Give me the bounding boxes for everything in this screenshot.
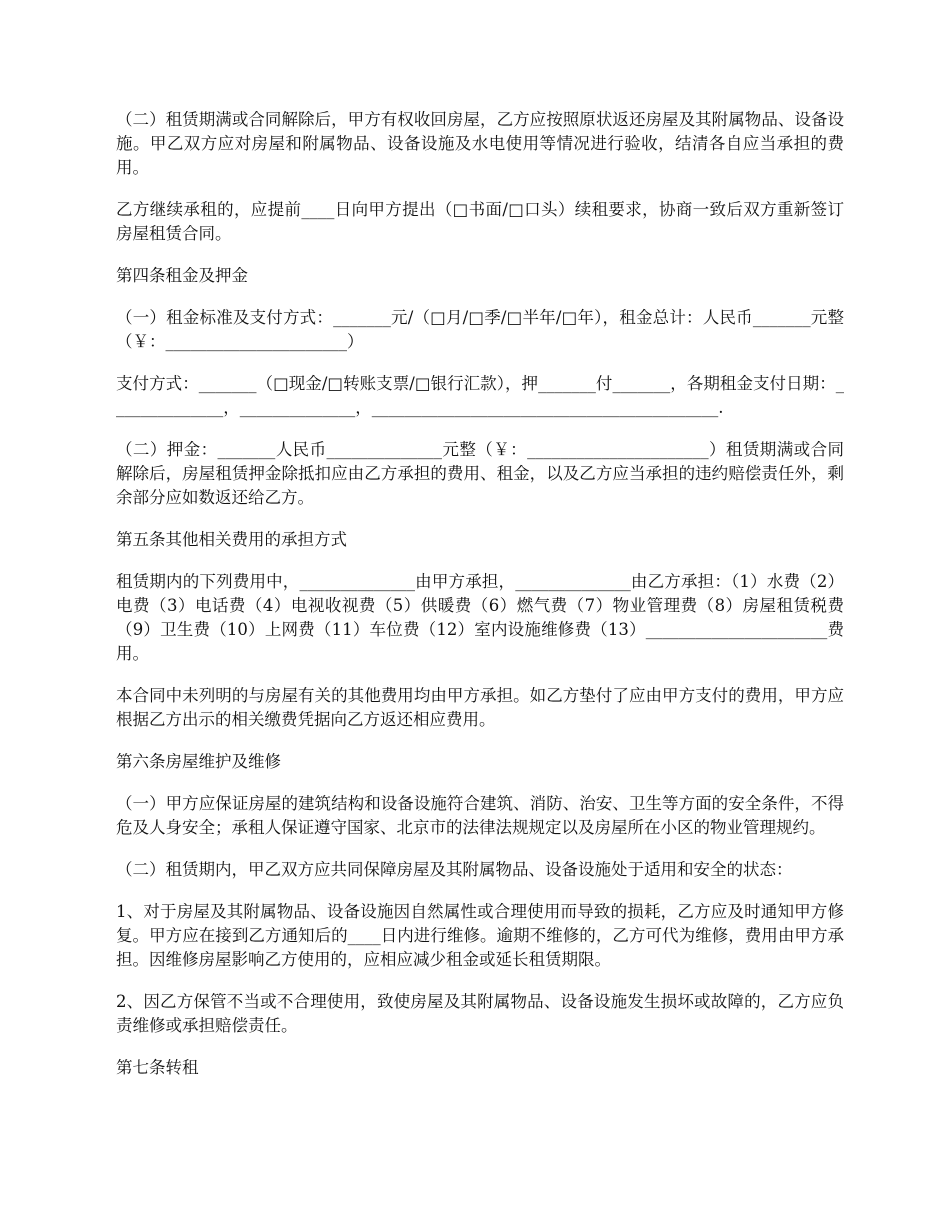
paragraph-deposit: （二）押金：_______人民币______________元整（￥：______________________）租赁期满或合同解除后，房屋租赁押金除抵扣应由乙方承担的费用、租金，以及乙方应当承担的违约赔偿责任外，剩余部分应如数返还给乙方。 — [116, 440, 844, 507]
heading-article-5: 第五条其他相关费用的承担方式 — [116, 530, 347, 549]
paragraph-repair-item-2: 2、因乙方保管不当或不合理使用，致使房屋及其附属物品、设备设施发生损坏或故障的，乙方应负责维修或承担赔偿责任。 — [116, 992, 844, 1035]
paragraph-safety: （一）甲方应保证房屋的建筑结构和设备设施符合建筑、消防、治安、卫生等方面的安全条件，不得危及人身安全；承租人保证遵守国家、北京市的法律法规规定以及房屋所在小区的物业管理规约。 — [116, 794, 844, 837]
paragraph-repair-item-1: 1、对于房屋及其附属物品、设备设施因自然属性或合理使用而导致的损耗，乙方应及时通知甲方修复。甲方应在接到乙方通知后的____日内进行维修。逾期不维修的，乙方可代为维修，费用由甲方承担。因维修房屋影响乙方使用的，应相应减少租金或延长租赁期限。 — [116, 902, 844, 969]
heading-article-4: 第四条租金及押金 — [116, 266, 248, 285]
heading-article-6: 第六条房屋维护及维修 — [116, 752, 281, 771]
paragraph-rent-standard: （一）租金标准及支付方式：_______元/（□月/□季/□半年/□年），租金总计：人民币_______元整（￥：______________________） — [116, 308, 844, 351]
document-body — [116, 108, 844, 1098]
paragraph-payment-method: 支付方式：_______（□现金/□转账支票/□银行汇款），押_______付_______，各期租金支付日期：______________，______________，__________________________________________. — [116, 374, 844, 417]
paragraph-return-on-expiry: （二）租赁期满或合同解除后，甲方有权收回房屋，乙方应按照原状返还房屋及其附属物品、设备设施。甲乙双方应对房屋和附属物品、设备设施及水电使用等情况进行验收，结清各自应当承担的费用。 — [116, 110, 844, 177]
paragraph-fees-list: 租赁期内的下列费用中，______________由甲方承担，______________由乙方承担：（1）水费（2）电费（3）电话费（4）电视收视费（5）供暖费（6）燃气费（7）物业管理费（8）房屋租赁税费（9）卫生费（10）上网费（11）车位费（12）室内设施维修费（13）______________________费用。 — [116, 572, 844, 663]
heading-article-7: 第七条转租 — [116, 1058, 199, 1077]
paragraph-joint-maintenance: （二）租赁期内，甲乙双方应共同保障房屋及其附属物品、设备设施处于适用和安全的状态： — [116, 860, 793, 879]
paragraph-other-fees: 本合同中未列明的与房屋有关的其他费用均由甲方承担。如乙方垫付了应由甲方支付的费用，甲方应根据乙方出示的相关缴费凭据向乙方返还相应费用。 — [116, 686, 844, 729]
paragraph-renewal: 乙方继续承租的，应提前____日向甲方提出（□书面/□口头）续租要求，协商一致后双方重新签订房屋租赁合同。 — [116, 200, 844, 243]
